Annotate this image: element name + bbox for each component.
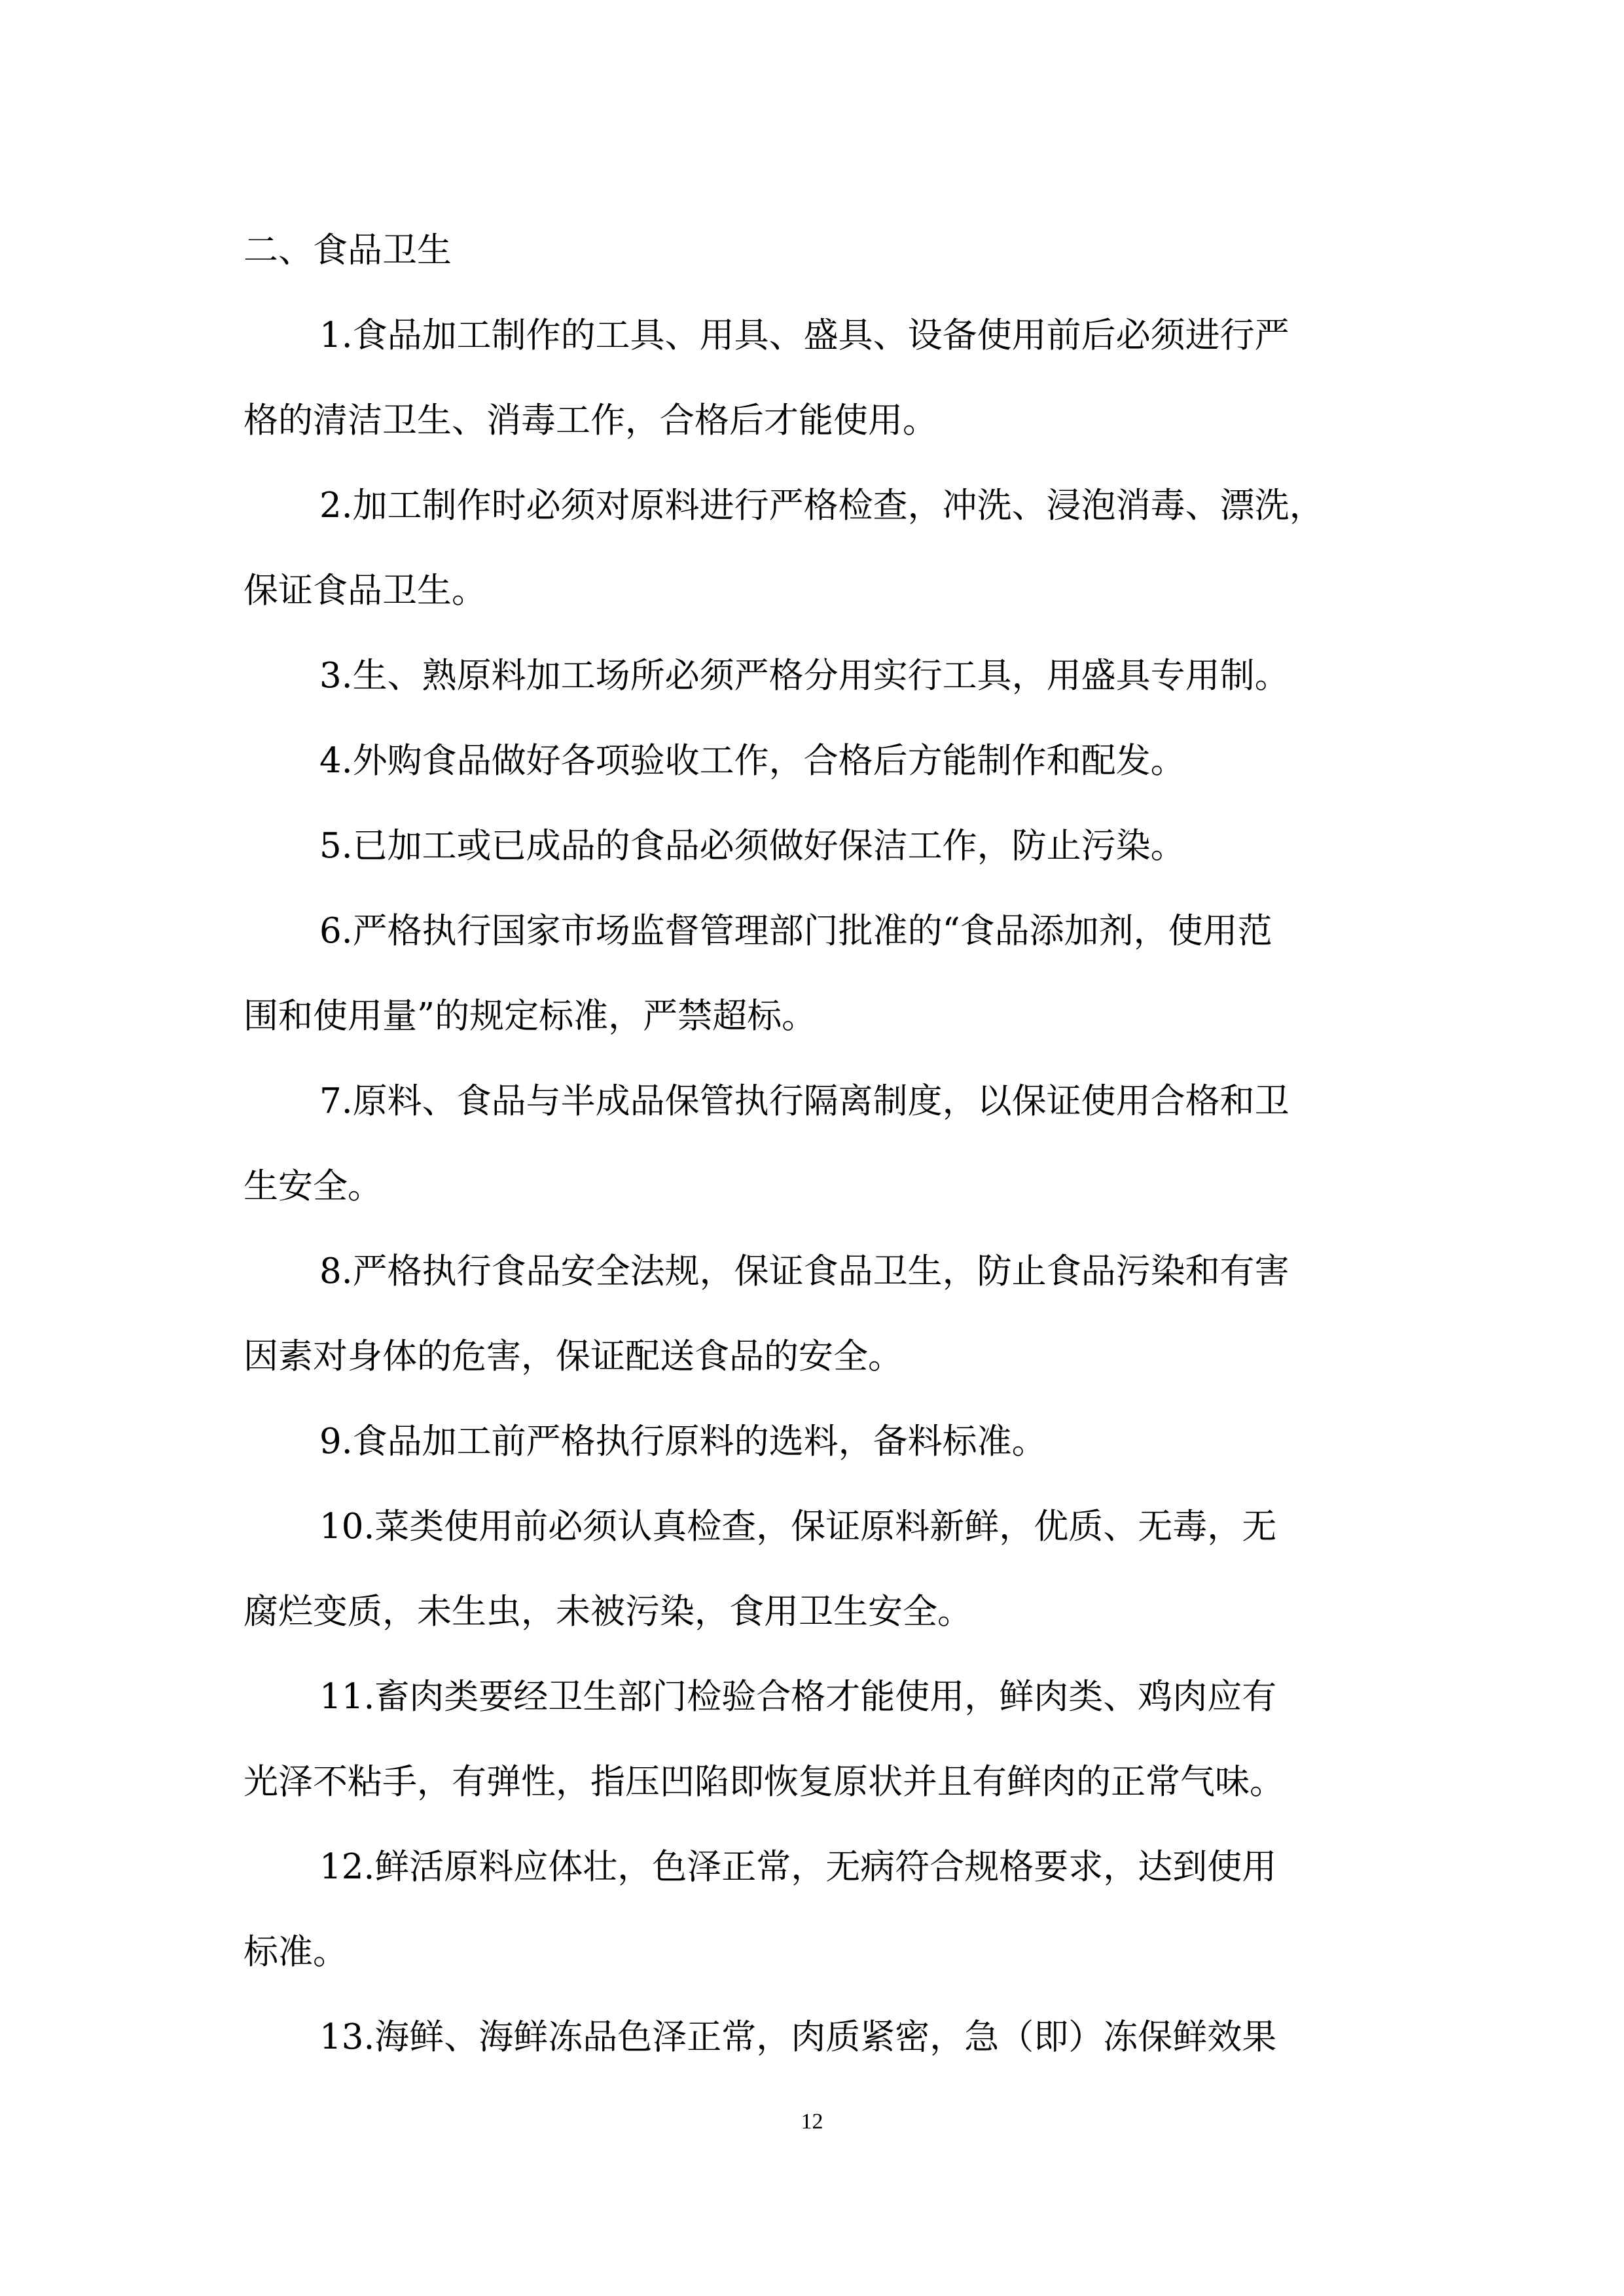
rule-item-2 — [244, 463, 1382, 634]
rule-item-7 — [244, 1059, 1382, 1229]
rule-item-line: 7.原料、食品与半成品保管执行隔离制度，以保证使用合格和卫 — [319, 1081, 1290, 1121]
rule-item-line: 围和使用量”的规定标准，严禁超标。 — [244, 996, 817, 1036]
rule-item-line: 5.已加工或已成品的食品必须做好保洁工作，防止污染。 — [319, 826, 1185, 866]
section-title: 二、食品卫生 — [244, 230, 452, 270]
rule-item-line: 格的清洁卫生、消毒工作，合格后才能使用。 — [244, 401, 937, 440]
rule-item-3 — [244, 634, 1382, 719]
document-page — [244, 208, 1382, 2080]
rule-item-8 — [244, 1229, 1382, 1399]
rule-item-line: 13.海鲜、海鲜冻品色泽正常，肉质紧密，急（即）冻保鲜效果 — [319, 2017, 1277, 2057]
rule-item-line: 保证食品卫生。 — [244, 571, 486, 611]
rule-item-1 — [244, 293, 1382, 463]
rule-item-line: 1.食品加工制作的工具、用具、盛具、设备使用前后必须进行严 — [319, 315, 1290, 355]
rule-item-12 — [244, 1825, 1382, 1995]
rule-item-13 — [244, 1995, 1382, 2080]
rule-item-line: 生安全。 — [244, 1166, 382, 1206]
rule-item-line: 标准。 — [244, 1932, 348, 1972]
rule-item-10 — [244, 1484, 1382, 1655]
rule-item-line: 6.严格执行国家市场监督管理部门批准的“食品添加剂，使用范 — [319, 911, 1272, 951]
rule-item-line: 腐烂变质，未生虫，未被污染，食用卫生安全。 — [244, 1592, 972, 1632]
rule-item-11 — [244, 1655, 1382, 1825]
rule-item-line: 光泽不粘手，有弹性，指压凹陷即恢复原状并且有鲜肉的正常气味。 — [244, 1762, 1284, 1802]
rule-item-line: 9.食品加工前严格执行原料的选料，备料标准。 — [319, 1422, 1047, 1462]
rule-item-line: 4.外购食品做好各项验收工作，合格后方能制作和配发。 — [319, 741, 1185, 781]
rule-item-line: 12.鲜活原料应体壮，色泽正常，无病符合规格要求，达到使用 — [319, 1847, 1277, 1887]
rule-item-line: 8.严格执行食品安全法规，保证食品卫生，防止食品污染和有害 — [319, 1251, 1290, 1291]
page-number: 12 — [801, 2109, 823, 2134]
rule-item-line: 10.菜类使用前必须认真检查，保证原料新鲜，优质、无毒，无 — [319, 1507, 1277, 1547]
rule-item-5 — [244, 804, 1382, 889]
rule-item-9 — [244, 1399, 1382, 1484]
rule-item-line: 因素对身体的危害，保证配送食品的安全。 — [244, 1336, 903, 1376]
rule-item-line: 3.生、熟原料加工场所必须严格分用实行工具，用盛具专用制。 — [319, 656, 1290, 696]
rule-item-line: 11.畜肉类要经卫生部门检验合格才能使用，鲜肉类、鸡肉应有 — [319, 1677, 1277, 1717]
rule-item-4 — [244, 719, 1382, 804]
rule-item-line: 2.加工制作时必须对原料进行严格检查，冲洗、浸泡消毒、漂洗， — [319, 486, 1324, 526]
rule-item-6 — [244, 889, 1382, 1059]
